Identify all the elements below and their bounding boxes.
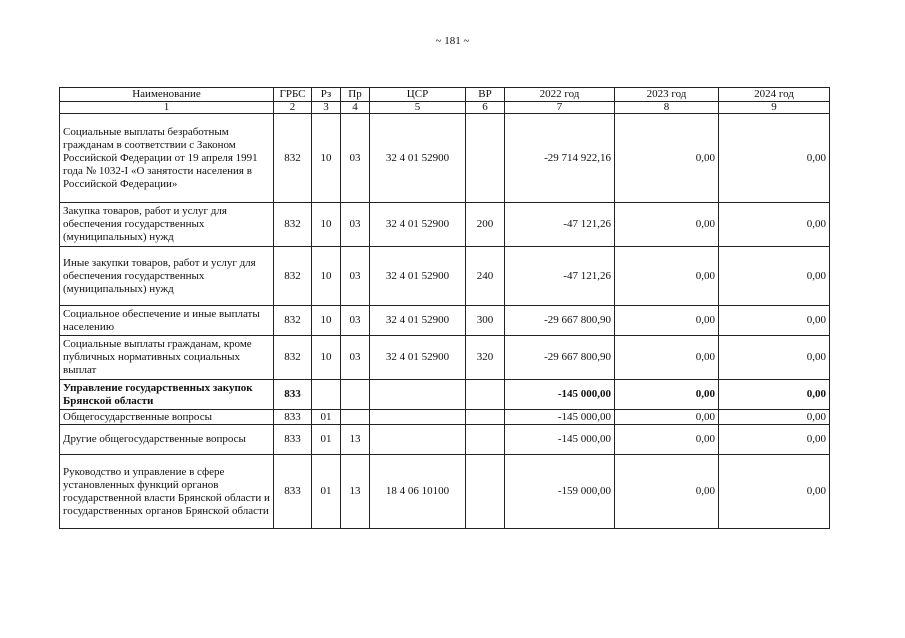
column-number: 4 xyxy=(341,102,370,114)
row-rz: 10 xyxy=(312,114,341,203)
row-pr xyxy=(341,410,370,425)
header-rz: Рз xyxy=(312,88,341,102)
row-pr: 03 xyxy=(341,114,370,203)
row-vr xyxy=(466,114,505,203)
row-grbs: 832 xyxy=(274,306,312,336)
row-2023: 0,00 xyxy=(615,380,719,410)
row-rz: 10 xyxy=(312,336,341,380)
table-row xyxy=(60,114,830,203)
row-rz: 01 xyxy=(312,410,341,425)
row-vr: 240 xyxy=(466,247,505,306)
column-number: 5 xyxy=(370,102,466,114)
header-2024: 2024 год xyxy=(719,88,830,102)
table-row xyxy=(60,425,830,455)
row-2023: 0,00 xyxy=(615,455,719,529)
page-number: ~ 181 ~ xyxy=(435,35,470,47)
table-row xyxy=(60,203,830,247)
row-csr: 32 4 01 52900 xyxy=(370,114,466,203)
header-pr: Пр xyxy=(341,88,370,102)
row-pr: 03 xyxy=(341,336,370,380)
row-pr xyxy=(341,380,370,410)
row-pr: 13 xyxy=(341,455,370,529)
row-2023: 0,00 xyxy=(615,425,719,455)
row-csr: 32 4 01 52900 xyxy=(370,247,466,306)
row-2023: 0,00 xyxy=(615,203,719,247)
table-header-row xyxy=(60,88,830,102)
table-row xyxy=(60,247,830,306)
row-grbs: 833 xyxy=(274,380,312,410)
column-number-row xyxy=(60,102,830,114)
row-2023: 0,00 xyxy=(615,247,719,306)
row-2022: -145 000,00 xyxy=(505,380,615,410)
row-pr: 03 xyxy=(341,306,370,336)
row-csr xyxy=(370,410,466,425)
row-name: Общегосударственные вопросы xyxy=(60,410,274,425)
table-row xyxy=(60,380,830,410)
row-rz: 01 xyxy=(312,455,341,529)
row-pr: 03 xyxy=(341,247,370,306)
row-rz xyxy=(312,380,341,410)
row-name: Другие общегосударственные вопросы xyxy=(60,425,274,455)
column-number: 1 xyxy=(60,102,274,114)
header-vr: ВР xyxy=(466,88,505,102)
row-2024: 0,00 xyxy=(719,410,830,425)
row-2024: 0,00 xyxy=(719,380,830,410)
row-2024: 0,00 xyxy=(719,455,830,529)
row-csr: 32 4 01 52900 xyxy=(370,203,466,247)
row-vr xyxy=(466,380,505,410)
column-number: 7 xyxy=(505,102,615,114)
row-2023: 0,00 xyxy=(615,114,719,203)
row-2024: 0,00 xyxy=(719,306,830,336)
row-rz: 10 xyxy=(312,306,341,336)
table-row xyxy=(60,306,830,336)
column-number: 2 xyxy=(274,102,312,114)
row-vr xyxy=(466,410,505,425)
row-2022: -145 000,00 xyxy=(505,425,615,455)
column-number: 6 xyxy=(466,102,505,114)
row-grbs: 833 xyxy=(274,410,312,425)
row-2024: 0,00 xyxy=(719,247,830,306)
row-grbs: 832 xyxy=(274,203,312,247)
row-2022: -159 000,00 xyxy=(505,455,615,529)
row-pr: 03 xyxy=(341,203,370,247)
row-2023: 0,00 xyxy=(615,336,719,380)
column-number: 3 xyxy=(312,102,341,114)
header-name: Наименование xyxy=(60,88,274,102)
row-2023: 0,00 xyxy=(615,410,719,425)
row-vr: 200 xyxy=(466,203,505,247)
row-rz: 01 xyxy=(312,425,341,455)
row-name: Руководство и управление в сфере установленных функций органов государственной власти Брянской области и государственных органов Брянской области xyxy=(60,455,274,529)
table-row xyxy=(60,336,830,380)
header-2023: 2023 год xyxy=(615,88,719,102)
header-2022: 2022 год xyxy=(505,88,615,102)
column-number: 8 xyxy=(615,102,719,114)
row-2024: 0,00 xyxy=(719,114,830,203)
row-name: Иные закупки товаров, работ и услуг для обеспечения государственных (муниципальных) нужд xyxy=(60,247,274,306)
row-name: Закупка товаров, работ и услуг для обеспечения государственных (муниципальных) нужд xyxy=(60,203,274,247)
row-2022: -29 667 800,90 xyxy=(505,306,615,336)
row-name: Социальные выплаты безработным гражданам в соответствии с Законом Российской Федерации от 19 апреля 1991 года № 1032-I «О занятости населения в Российской Федерации» xyxy=(60,114,274,203)
row-name: Социальные выплаты гражданам, кроме публичных нормативных социальных выплат xyxy=(60,336,274,380)
header-csr: ЦСР xyxy=(370,88,466,102)
budget-table xyxy=(59,87,830,529)
row-2024: 0,00 xyxy=(719,336,830,380)
row-csr: 18 4 06 10100 xyxy=(370,455,466,529)
row-csr: 32 4 01 52900 xyxy=(370,306,466,336)
row-pr: 13 xyxy=(341,425,370,455)
table-row xyxy=(60,455,830,529)
row-2022: -145 000,00 xyxy=(505,410,615,425)
row-name: Управление государственных закупок Брянской области xyxy=(60,380,274,410)
header-grbs: ГРБС xyxy=(274,88,312,102)
row-2024: 0,00 xyxy=(719,203,830,247)
row-csr: 32 4 01 52900 xyxy=(370,336,466,380)
row-grbs: 833 xyxy=(274,425,312,455)
row-2022: -47 121,26 xyxy=(505,247,615,306)
column-number: 9 xyxy=(719,102,830,114)
row-grbs: 832 xyxy=(274,336,312,380)
row-2022: -29 714 922,16 xyxy=(505,114,615,203)
row-vr xyxy=(466,425,505,455)
row-grbs: 832 xyxy=(274,114,312,203)
row-rz: 10 xyxy=(312,247,341,306)
row-2022: -47 121,26 xyxy=(505,203,615,247)
row-vr: 320 xyxy=(466,336,505,380)
row-grbs: 832 xyxy=(274,247,312,306)
row-csr xyxy=(370,425,466,455)
row-vr: 300 xyxy=(466,306,505,336)
row-name: Социальное обеспечение и иные выплаты населению xyxy=(60,306,274,336)
row-2023: 0,00 xyxy=(615,306,719,336)
row-2022: -29 667 800,90 xyxy=(505,336,615,380)
row-rz: 10 xyxy=(312,203,341,247)
row-grbs: 833 xyxy=(274,455,312,529)
row-2024: 0,00 xyxy=(719,425,830,455)
row-vr xyxy=(466,455,505,529)
table-row xyxy=(60,410,830,425)
row-csr xyxy=(370,380,466,410)
